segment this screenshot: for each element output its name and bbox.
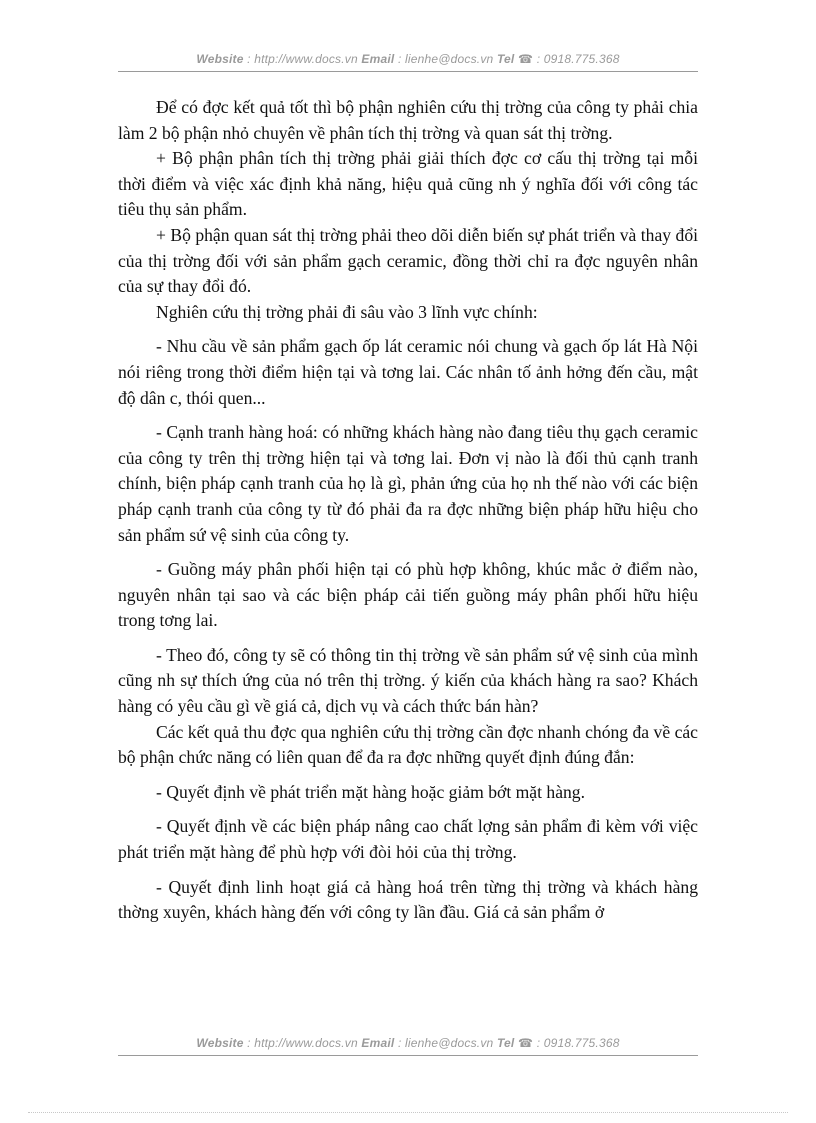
page-header [118, 52, 698, 66]
paragraph: + Bộ phận phân tích thị trờng phải giải thích đợc cơ cấu thị trờng tại mỗi thời điểm và việc xác định khả năng, hiệu quả cũng nh ý nghĩa đối với công tác tiêu thụ sản phẩm. [118, 148, 698, 220]
footer-tel-label: Tel [496, 1036, 515, 1050]
paragraph: - Quyết định về phát triển mặt hàng hoặc giảm bớt mặt hàng. [156, 781, 585, 802]
paragraph: - Guồng máy phân phối hiện tại có phù hợp không, khúc mắc ở điểm nào, nguyên nhân tại sao và các biện pháp cải tiến guồng máy phân phối hữu hiệu trong tơng lai. [118, 559, 698, 631]
page-footer [118, 1036, 698, 1050]
document-body [118, 95, 698, 926]
paragraph: + Bộ phận quan sát thị trờng phải theo dõi diễn biến sự phát triển và thay đổi của thị trờng đối với sản phẩm gạch ceramic, đồng thời chỉ ra đợc nguyên nhân của sự thay đổi đó. [118, 224, 698, 297]
paragraph: Để có đợc kết quả tốt thì bộ phận nghiên cứu thị trờng của công ty phải chia làm 2 bộ phận nhỏ chuyên về phân tích thị trờng và quan sát thị trờng. [118, 97, 698, 143]
footer-website-label: Website [196, 1036, 244, 1050]
header-tel-value: ☎ : 0918.775.368 [518, 52, 620, 66]
paragraph: - Quyết định về các biện pháp nâng cao chất lợng sản phẩm đi kèm với việc phát triển mặt hàng để phù hợp với đòi hỏi của thị trờng. [118, 816, 698, 863]
header-website-label: Website [196, 52, 244, 66]
paragraph: - Theo đó, công ty sẽ có thông tin thị trờng về sản phẩm sứ vệ sinh của mình cũng nh sự thích ứng của nó trên thị trờng. ý kiến của khách hàng ra sao? Khách hàng có yêu cầu gì về giá cả, dịch vụ và cách thức bán hàn? [118, 644, 698, 717]
footer-tel-value: ☎ : 0918.775.368 [518, 1036, 620, 1050]
footer-email-value[interactable]: : lienhe@docs.vn [397, 1036, 494, 1050]
paragraph: - Nhu cầu về sản phẩm gạch ốp lát ceramic nói chung và gạch ốp lát Hà Nội nói riêng trong thời điểm hiện tại và tơng lai. Các nhân tố ảnh hởng đến cầu, mật độ dân c, thói quen... [118, 336, 698, 408]
header-email-value[interactable]: : lienhe@docs.vn [397, 52, 494, 66]
header-divider [118, 71, 698, 72]
header-email-label: Email [361, 52, 395, 66]
paragraph: Các kết quả thu đợc qua nghiên cứu thị trờng cần đợc nhanh chóng đa về các bộ phận chức năng có liên quan để đa ra đợc những quyết định đúng đắn: [118, 721, 698, 768]
paragraph: Nghiên cứu thị trờng phải đi sâu vào 3 lĩnh vực chính: [156, 301, 538, 322]
header-website-value[interactable]: : http://www.docs.vn [247, 52, 358, 66]
footer-email-label: Email [361, 1036, 395, 1050]
footer-website-value[interactable]: : http://www.docs.vn [247, 1036, 358, 1050]
header-tel-label: Tel [496, 52, 515, 66]
page-edge-divider [28, 1112, 788, 1113]
footer-divider [118, 1055, 698, 1056]
paragraph: - Cạnh tranh hàng hoá: có những khách hàng nào đang tiêu thụ gạch ceramic của công ty trên thị trờng hiện tại và tơng lai. Đơn vị nào là đối thủ cạnh tranh chính, biện pháp cạnh tranh của họ là gì, phản ứng của họ nh thế nào với các biện pháp cạnh tranh của công ty từ đó phải đa ra đợc những biện pháp hữu hiệu cho sản phẩm sứ vệ sinh của công ty. [118, 422, 698, 545]
paragraph: - Quyết định linh hoạt giá cả hàng hoá trên từng thị trờng và khách hàng thờng xuyên, khách hàng đến với công ty lần đầu. Giá cả sản phẩm ở [118, 876, 698, 923]
